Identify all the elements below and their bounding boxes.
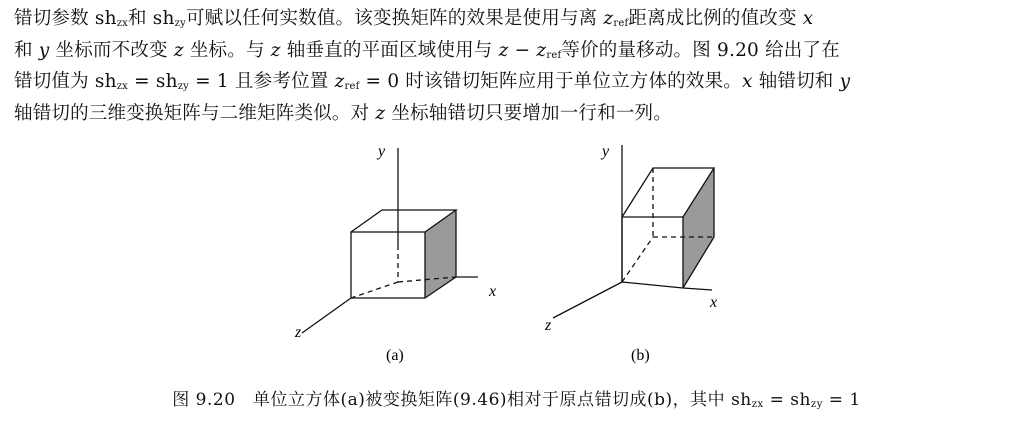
z-label-a: z <box>295 324 302 341</box>
y-label-b: y <box>602 143 610 160</box>
z-axis-a <box>302 298 351 333</box>
paragraph-line-3: 错切值为 $sh_{zx} = sh_{zy} = 1$ 且参考位置 $z_{ref} = 0$ 时该错切矩阵应用于单位立方体的效果。x 轴错切和 y <box>14 71 851 92</box>
panel-b <box>553 145 714 318</box>
z-axis-b <box>553 282 622 318</box>
paragraph-line-2: 和 y 坐标而不改变 z 坐标。与 z 轴垂直的平面区域使用与 $z - z_{ref}$等价的量移动。图 9.20 给出了在 <box>14 39 840 61</box>
paragraph-line-4: 轴错切的三维变换矩阵与二维矩阵类似。对 z 坐标轴错切只要增加一行和一列。 <box>14 102 672 124</box>
y-label-a: y <box>378 143 386 160</box>
panel-a <box>302 148 478 333</box>
z-label-b: z <box>545 317 552 334</box>
sheared-hidden-diag <box>622 237 653 282</box>
paragraph-line-1: 错切参数 $sh_{zx}$和 $sh_{zy}$可赋以任何实数值。该变换矩阵的效果是使用与离 $z_{ref}$距离成比例的值改变 x <box>14 8 814 29</box>
x-label-a: x <box>489 283 497 300</box>
cube-side-shade <box>425 210 456 298</box>
sheared-front <box>622 217 683 288</box>
panel-label-b: (b) <box>631 347 650 364</box>
x-axis-b-ext <box>683 288 712 290</box>
x-label-b: x <box>710 294 718 311</box>
x-axis-b <box>622 282 683 288</box>
figure-caption: 图 9.20 单位立方体(a)被变换矩阵(9.46)相对于原点错切成(b)，其中 $sh_{zx} = sh_{zy} = 1$ <box>172 390 861 410</box>
panel-label-a: (a) <box>386 347 404 364</box>
z-axis-a-hidden <box>351 282 398 298</box>
sheared-side-shade <box>683 168 714 288</box>
cube-a-edges <box>351 232 425 298</box>
